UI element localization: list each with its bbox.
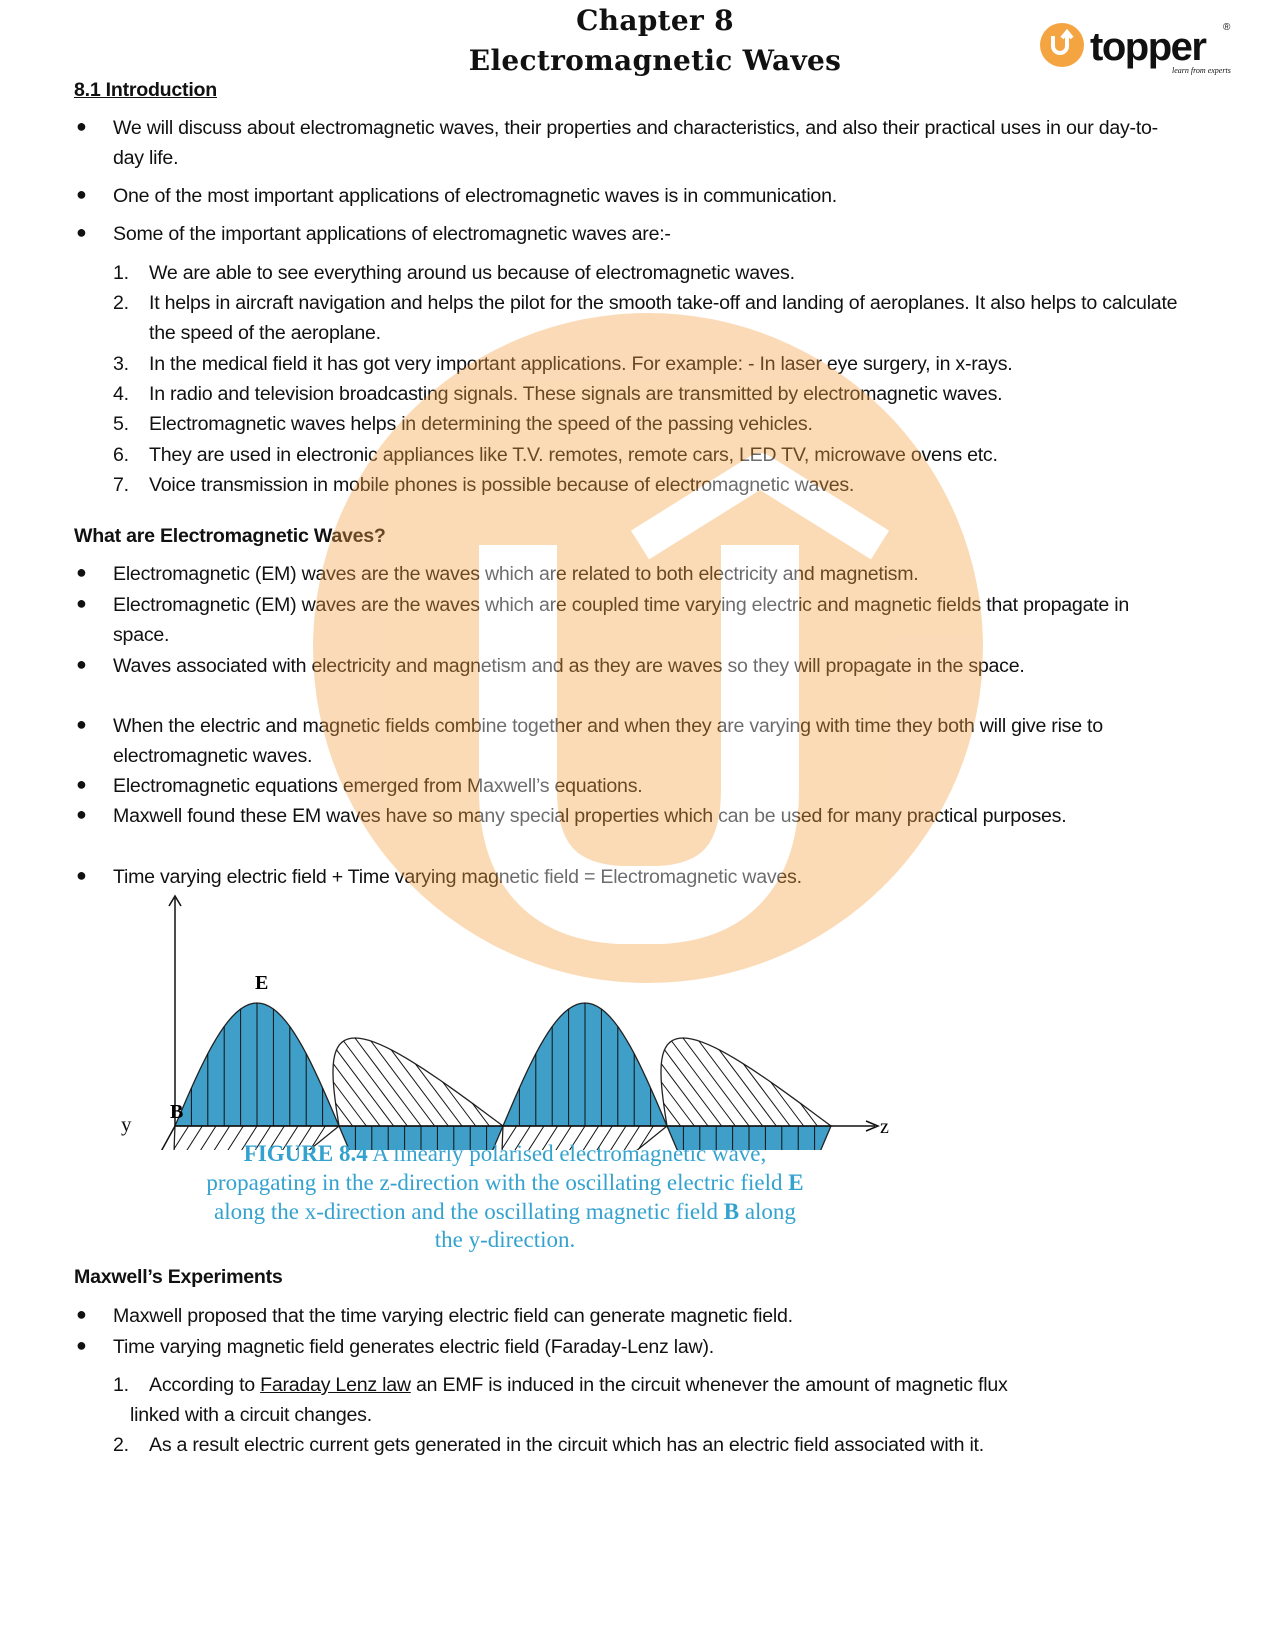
b-field-label: B bbox=[170, 1101, 184, 1123]
list-number: 1. bbox=[113, 1374, 129, 1396]
y-axis-label: y bbox=[121, 1112, 132, 1136]
bullet-icon: ● bbox=[76, 1335, 87, 1355]
list-item-continued: linked with a circuit changes. bbox=[130, 1404, 372, 1426]
bullet-icon: ● bbox=[76, 654, 87, 674]
figure-caption-line bbox=[110, 1198, 900, 1227]
page-title: Electromagnetic Waves bbox=[468, 44, 842, 77]
caption-text: along the x-direction and the oscillating magnetic field bbox=[214, 1199, 724, 1224]
list-item: Voice transmission in mobile phones is possible because of electromagnetic waves. bbox=[149, 474, 855, 496]
caption-e: E bbox=[788, 1170, 804, 1195]
caption-text: A linearly polarised electromagnetic wave, bbox=[367, 1141, 767, 1166]
bullet-icon: ● bbox=[76, 774, 87, 794]
list-number: 2. bbox=[113, 292, 129, 314]
figure-caption-line bbox=[110, 1226, 900, 1255]
x-axis-label bbox=[168, 890, 178, 891]
bullet-icon: ● bbox=[76, 714, 87, 734]
list-number: 2. bbox=[113, 1434, 129, 1456]
bullet-icon: ● bbox=[76, 184, 87, 204]
list-number: 7. bbox=[113, 474, 129, 496]
b-field-lobe bbox=[661, 1038, 831, 1126]
b-field-lobe bbox=[333, 1038, 503, 1126]
chapter-number: Chapter 8 bbox=[576, 4, 734, 37]
caption-b: B bbox=[723, 1199, 740, 1224]
maxwell-bullet: Time varying magnetic field generates electric field (Faraday-Lenz law). bbox=[113, 1336, 714, 1358]
bullet-icon: ● bbox=[76, 562, 87, 582]
list-number: 5. bbox=[113, 413, 129, 435]
svg-text:®: ® bbox=[1223, 22, 1231, 33]
list-number: 4. bbox=[113, 383, 129, 405]
z-axis-label: z bbox=[880, 1116, 889, 1138]
em-bullet: Electromagnetic (EM) waves are the waves which are coupled time varying electric and magnetic fields that propagate in space. bbox=[113, 594, 1130, 646]
list-item: Electromagnetic waves helps in determining the speed of the passing vehicles. bbox=[149, 413, 813, 435]
em-bullet: Waves associated with electricity and magnetism and as they are waves so they will propagate in the space. bbox=[113, 655, 1025, 677]
em-wave-figure bbox=[100, 890, 920, 1150]
caption-text: propagating in the z-direction with the oscillating electric field bbox=[206, 1170, 789, 1195]
svg-text:learn from experts: learn from experts bbox=[1172, 66, 1231, 75]
list-item: It helps in aircraft navigation and helps the pilot for the smooth take-off and landing of aeroplanes. It also helps to calculate the speed of the aeroplane. bbox=[149, 292, 1178, 344]
topper-logo[interactable] bbox=[1040, 20, 1240, 80]
list-number: 6. bbox=[113, 444, 129, 466]
intro-bullet: One of the most important applications of electromagnetic waves is in communication. bbox=[113, 185, 837, 207]
bullet-icon: ● bbox=[76, 222, 87, 242]
bullet-icon: ● bbox=[76, 1304, 87, 1324]
e-field-label: E bbox=[255, 972, 269, 994]
list-number: 1. bbox=[113, 262, 129, 284]
em-bullet: Maxwell found these EM waves have so many special properties which can be used for many practical purposes. bbox=[113, 805, 1067, 827]
intro-bullet: Some of the important applications of electromagnetic waves are:- bbox=[113, 223, 671, 245]
section-heading-maxwells-experiments: Maxwell’s Experiments bbox=[74, 1266, 283, 1288]
intro-bullet: We will discuss about electromagnetic waves, their properties and characteristics, and also their practical uses in our day-to-day life. bbox=[113, 117, 1158, 169]
text: According to bbox=[149, 1374, 261, 1396]
bullet-icon: ● bbox=[76, 804, 87, 824]
em-bullet: Electromagnetic (EM) waves are the waves which are related to both electricity and magnetism. bbox=[113, 563, 919, 585]
topper-logo-icon bbox=[1040, 20, 1240, 80]
maxwell-bullet: Maxwell proposed that the time varying electric field can generate magnetic field. bbox=[113, 1305, 793, 1327]
list-item: They are used in electronic appliances like T.V. remotes, remote cars, LED TV, microwave ovens etc. bbox=[149, 444, 998, 466]
section-heading-what-are-em-waves: What are Electromagnetic Waves? bbox=[74, 525, 386, 547]
faraday-lenz-law-link[interactable]: Faraday Lenz law bbox=[260, 1374, 411, 1396]
figure-number: FIGURE 8.4 bbox=[243, 1141, 368, 1166]
list-item: In the medical field it has got very important applications. For example: - In laser eye surgery, in x-rays. bbox=[149, 353, 1013, 375]
list-item: We are able to see everything around us because of electromagnetic waves. bbox=[149, 262, 795, 284]
figure-caption-line bbox=[110, 1169, 900, 1198]
bullet-icon: ● bbox=[76, 865, 87, 885]
figure-caption-line bbox=[110, 1140, 900, 1169]
caption-text: along bbox=[739, 1199, 796, 1224]
em-bullet: When the electric and magnetic fields combine together and when they are varying with time they both will give rise to electromagnetic waves. bbox=[113, 715, 1103, 767]
em-bullet: Electromagnetic equations emerged from Maxwell’s equations. bbox=[113, 775, 643, 797]
em-bullet: Time varying electric field + Time varying magnetic field = Electromagnetic waves. bbox=[113, 866, 802, 888]
logo-wordmark: topper bbox=[1090, 25, 1206, 69]
list-item: In radio and television broadcasting signals. These signals are transmitted by electromagnetic waves. bbox=[149, 383, 1003, 405]
bullet-icon: ● bbox=[76, 116, 87, 136]
list-number: 3. bbox=[113, 353, 129, 375]
list-item bbox=[149, 1370, 1008, 1400]
list-item: As a result electric current gets generated in the circuit which has an electric field associated with it. bbox=[149, 1434, 984, 1456]
caption-text: the y-direction. bbox=[434, 1227, 576, 1252]
bullet-icon: ● bbox=[76, 593, 87, 613]
text: an EMF is induced in the circuit whenever the amount of magnetic flux bbox=[410, 1374, 1008, 1396]
section-heading-introduction: 8.1 Introduction bbox=[74, 79, 217, 101]
